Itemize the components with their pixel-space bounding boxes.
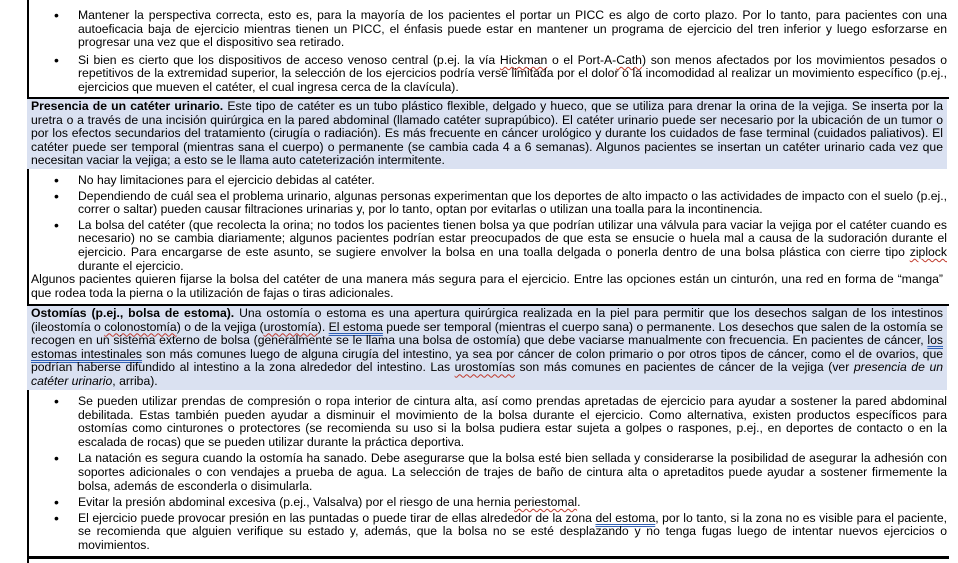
- urinary-bullet-list: [27, 174, 947, 273]
- ostomy-section: [27, 306, 947, 390]
- italic-reference: presencia de un catéter urinario: [31, 360, 944, 388]
- text-run: son más comunes en pacientes de cáncer de la vejiga (ver: [514, 360, 854, 375]
- text-run: Si bien es cierto que los dispositivos de acceso venoso central (p.ej. la vía: [78, 52, 500, 67]
- text-run: La bolsa del catéter (que recolecta la orina; no todos los pacientes tienen bolsa ya que podrían utilizar una válvula para vaciar la vejiga por el catéter cuando es necesario) no se cambia diariamente; algunos pacientes podrían estar preocupados de que esta se ensucie o huela mal a causa de la sudoración durante el ejercicio. Para encargarse de este asunto, se sugiere envolver la bolsa en una toalla delgada o ponerla dentro de una bolsa plástica con cierre tipo: [78, 217, 947, 259]
- text-run: .: [577, 495, 581, 510]
- list-item-text: Se pueden utilizar prendas de compresión o ropa interior de cintura alta, así como prendas apretadas de ejercicio para ayudar a sostener la pared abdominal debilitada. Estas también pueden ayudar a disminuir el movimiento de la bolsa durante el ejercicio. Como alternativa, existen productos específicos para ostomías como cinturones o protectores (se recomienda su uso si la bolsa pudiera estar sujeta a golpes o raspones, p.ej., en deportes de contacto o en la escalada de rocas) que se pueden utilizar durante la práctica deportiva.: [78, 394, 947, 449]
- spellcheck-word: Cath: [616, 52, 642, 67]
- ostomy-bullet-list: [27, 395, 947, 553]
- picc-section: [27, 9, 947, 99]
- section-heading: Presencia de un catéter urinario.: [31, 99, 224, 113]
- grammar-flagged-phrase: El estoma: [328, 319, 383, 334]
- spellcheck-word: ziplock: [909, 244, 947, 259]
- text-run: Evitar la presión abdominal excesiva (p.ej., Valsalva) por el riesgo de una hernia: [78, 495, 515, 510]
- grammar-flagged-phrase: los estomas intestinales: [31, 333, 943, 361]
- section-body: Este tipo de catéter es un tubo plástico flexible, delgado y hueco, que se utiliza para drenar la orina de la vejiga. Se inserta por la uretra o a través de una incisión quirúrgica en la pared abdominal (llamado catéter suprapúbico). El catéter urinario puede ser necesario por la ubicación de un tumor o por los efectos secundarios del tratamiento (cirugía o radiación). Es más frecuente en cáncer urológico y durante los cuidados de fase terminal (cuidados paliativos). El catéter puede ser temporal (mientras sana el cuerpo) o permanente (se cambia cada 4 a 6 semanas). Algunos pacientes se insertan un catéter urinario cada vez que necesitan vaciar la vejiga; a esto se le llama auto cateterización intermitente.: [31, 99, 943, 168]
- text-run: ).: [317, 319, 329, 334]
- list-item: [27, 219, 947, 273]
- text-run: El ejercicio puede provocar presión en las puntadas o puede tirar de ellas alrededor de la zona: [78, 510, 596, 525]
- text-run: son más comunes luego de alguna cirugía del intestino, ya sea por cáncer de colon primario o por otros tipos de cáncer, como el de ovarios, que podrían haberse difundido al intestino a la zona alrededor del intestino. Las: [31, 346, 943, 375]
- urinary-section: [27, 99, 947, 169]
- ostomy-paragraph: [27, 306, 947, 390]
- list-item: [27, 452, 947, 493]
- text-run: Una ostomía o estoma es una apertura quirúrgica realizada en la piel para permitir que los desechos salgan de los intestinos (ileostomía o: [31, 306, 943, 334]
- text-run: puede ser temporal (mientras el cuerpo sana) o permanente. Los desechos que salen de la ostomía se recogen en un sistema externo de bolsa (generalmente se le llama una bolsa de ostomía) que debe vaciarse manualmente con frecuencia. En pacientes de cáncer,: [31, 319, 943, 348]
- list-item: [27, 174, 947, 188]
- spellcheck-word: Hickman: [499, 52, 548, 67]
- text-run: ) o de la vejiga (: [176, 319, 264, 334]
- list-item: [27, 54, 947, 95]
- text-run: o el Port-A-: [547, 52, 617, 67]
- list-item-text: Dependiendo de cuál sea el problema urinario, algunas personas experimentan que los deportes de alto impacto o las actividades de impacto con el suelo (p.ej., correr o saltar) pueden causar filtraciones urinarias y, por lo tanto, optan por evitarlas o utilizan una toalla para la incontinencia.: [78, 188, 947, 217]
- urinary-catheter-paragraph: [27, 99, 947, 169]
- spellcheck-word: urostomías: [454, 360, 515, 375]
- urinary-note-paragraph: Algunos pacientes quieren fijarse la bolsa del catéter de una manera más segura para el ejercicio. Entre las opciones están un cinturón, una red en forma de “manga” que rodea toda la pierna o la utilización de fajas o tiras adicionales.: [31, 272, 943, 300]
- list-item-text: Mantener la perspectiva correcta, esto es, para la mayoría de los pacientes el portar un PICC es algo de corto plazo. Por lo tanto, para pacientes con una autoeficacia baja de ejercicio mientras tienen un PICC, el énfasis puede estar en mantener un programa de ejercicio del tren inferior y luego esforzarse en progresar una vez que el dispositivo sea retirado.: [78, 8, 947, 50]
- list-item: [27, 395, 947, 449]
- spellcheck-word: urostomía: [263, 319, 318, 334]
- text-run: durante el ejercicio.: [78, 258, 184, 273]
- picc-bullet-list: [27, 9, 947, 95]
- urinary-bullets: [27, 174, 947, 300]
- list-item-text: No hay limitaciones para el ejercicio debidas al catéter.: [78, 173, 375, 187]
- spellcheck-word: periestomal: [514, 495, 578, 510]
- list-item: [27, 496, 947, 510]
- text-run: , arriba).: [112, 373, 158, 388]
- text-run: , por lo tanto, si la zona no es visible para el paciente, se recomienda que alguien verifique su estado y, además, que la bolsa no se esté desplazando y no tenga fugas luego de intentar nuevos ejercicios o movimientos.: [78, 510, 947, 552]
- section-heading: Ostomías (p.ej., bolsa de estoma).: [31, 306, 235, 320]
- list-item: [27, 9, 947, 50]
- ostomy-bullets: [27, 395, 947, 553]
- grammar-flagged-phrase: del estoma: [595, 510, 656, 525]
- table-bottom-border: [27, 556, 949, 559]
- list-item: [27, 190, 947, 217]
- text-run: ) son menos afectados por los movimientos pesados o repetitivos de la extremidad superior, la selección de los ejercicios podría verse limitada por el dolor o la incomodidad al realizar un movimiento específico (p.ej., ejercicios que mueven el catéter, el cual ingresa cerca de la clavícula).: [78, 52, 947, 94]
- list-item-text: La natación es segura cuando la ostomía ha sanado. Debe asegurarse que la bolsa esté bien sellada y considerarse la posibilidad de asegurar la adhesión con soportes adicionales o con vendajes a prueba de agua. La selección de trajes de baño de cintura alta o apretaditos puede ayudar a sostener firmemente la bolsa, además de esconderla o disimularla.: [78, 451, 947, 493]
- list-item: [27, 512, 947, 553]
- spellcheck-word: colonostomía: [104, 319, 177, 334]
